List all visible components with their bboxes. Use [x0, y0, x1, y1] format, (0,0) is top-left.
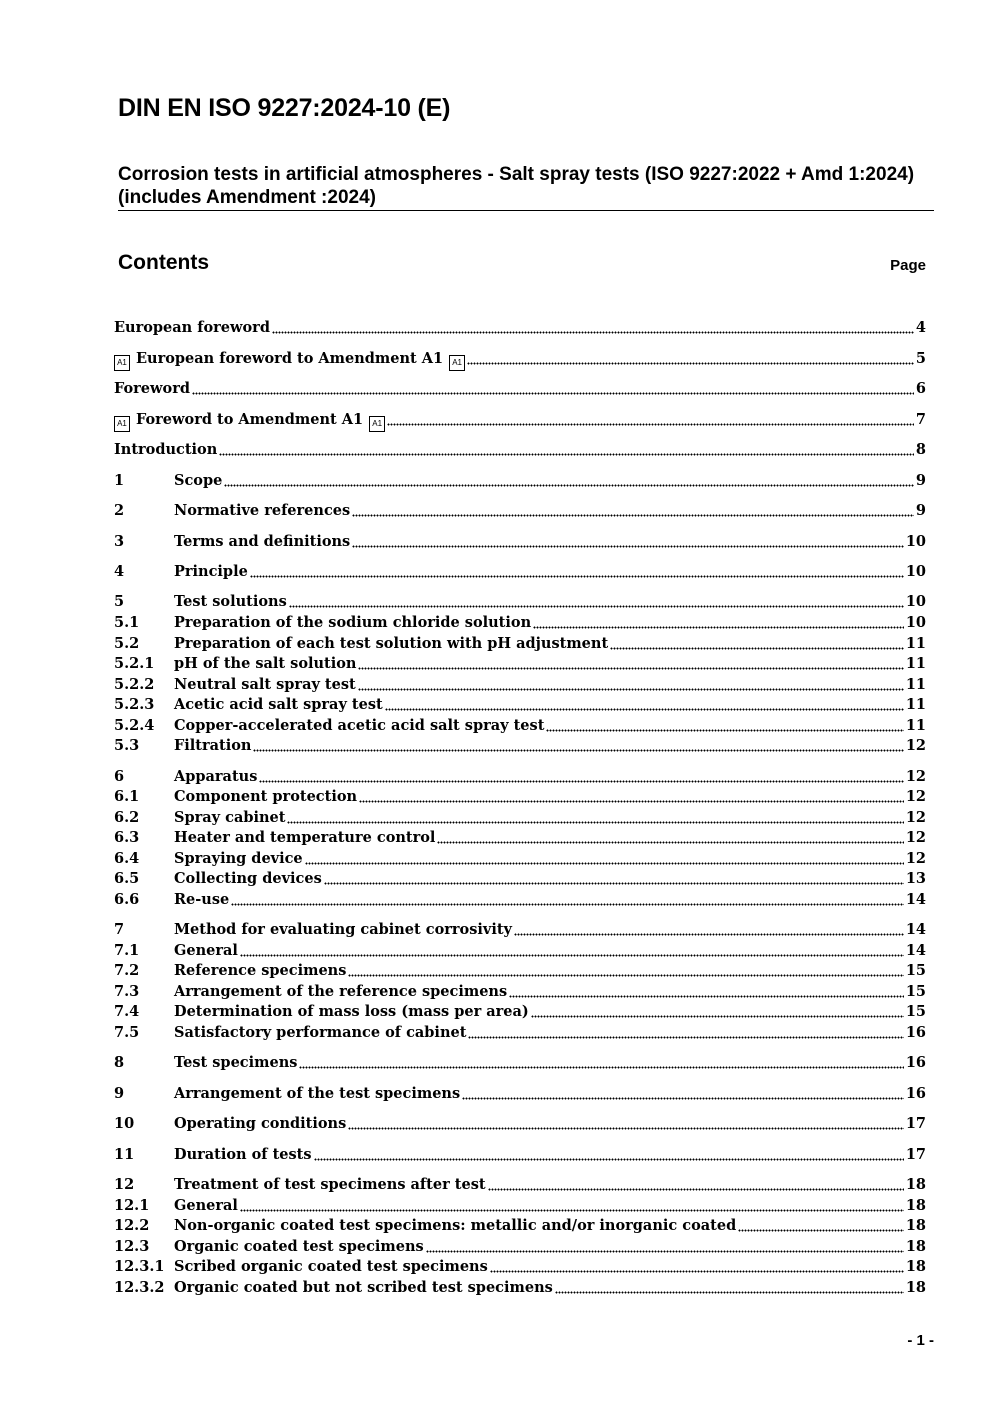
- toc-entry-page: 10: [905, 593, 926, 610]
- toc-entry-page: 18: [905, 1238, 926, 1255]
- toc-entry[interactable]: [114, 1216, 926, 1236]
- toc-entry[interactable]: [114, 961, 926, 981]
- dot-leader: [348, 1127, 904, 1130]
- toc-entry-number: 6.2: [114, 809, 140, 826]
- toc-entry-number: 7: [114, 921, 125, 938]
- toc-entry-foreword[interactable]: [114, 379, 926, 399]
- toc-entry[interactable]: [114, 828, 926, 848]
- toc-entry-label: Foreword: [114, 380, 190, 397]
- toc-entry-page: 12: [905, 768, 926, 785]
- toc-entry[interactable]: [114, 1175, 926, 1195]
- toc-entry-label: Principle: [174, 563, 248, 580]
- toc-entry-label: Preparation of the sodium chloride solution: [174, 614, 532, 631]
- toc-entry-page: 11: [905, 655, 926, 672]
- dot-leader: [192, 392, 914, 395]
- toc-entry-label: Reference specimens: [174, 962, 347, 979]
- toc-entry-label: Arrangement of the test specimens: [174, 1085, 461, 1102]
- dot-leader: [240, 954, 904, 957]
- toc-entry-foreword-amendment[interactable]: [114, 410, 926, 430]
- toc-entry-number: 7.1: [114, 942, 140, 959]
- amendment-end-icon: A1: [369, 416, 385, 432]
- toc-entry-page: 13: [905, 870, 926, 887]
- dot-leader: [514, 933, 904, 936]
- toc-entry-label: Test specimens: [174, 1054, 298, 1071]
- toc-entry-number: 7.2: [114, 962, 140, 979]
- toc-entry-label: Normative references: [174, 502, 351, 519]
- toc-entry[interactable]: [114, 849, 926, 869]
- toc-entry-number: 4: [114, 563, 125, 580]
- toc-entry-number: 1: [114, 472, 125, 489]
- toc-entry-number: 10: [114, 1115, 135, 1132]
- toc-entry[interactable]: [114, 1023, 926, 1043]
- dot-leader: [490, 1270, 904, 1273]
- toc-entry-page: 11: [905, 717, 926, 734]
- dot-leader: [533, 626, 904, 629]
- toc-entry-label: Component protection: [174, 788, 358, 805]
- toc-entry-label: Copper-accelerated acetic acid salt spray test: [174, 717, 545, 734]
- toc-entry-page: 15: [905, 1003, 926, 1020]
- toc-entry[interactable]: [114, 869, 926, 889]
- toc-entry-page: 18: [905, 1258, 926, 1275]
- toc-entry[interactable]: [114, 1196, 926, 1216]
- toc-entry-label: A1 European foreword to Amendment A1 A1: [114, 349, 465, 371]
- dot-leader: [253, 749, 903, 752]
- toc-entry-page: 7: [915, 411, 926, 428]
- dot-leader: [467, 362, 914, 365]
- toc-entry-page: 10: [905, 533, 926, 550]
- toc-entry-page: 18: [905, 1217, 926, 1234]
- dot-leader: [324, 882, 904, 885]
- toc-entry-label: Duration of tests: [174, 1146, 312, 1163]
- toc-entry-page: 12: [905, 809, 926, 826]
- toc-entry[interactable]: [114, 1002, 926, 1022]
- toc-entry-label: Filtration: [174, 737, 252, 754]
- dot-leader: [359, 800, 904, 803]
- dot-leader: [462, 1097, 904, 1100]
- dot-leader: [314, 1158, 904, 1161]
- toc-entry[interactable]: [114, 1278, 926, 1298]
- toc-entry-page: 4: [915, 319, 926, 336]
- toc-entry[interactable]: [114, 471, 926, 491]
- dot-leader: [231, 903, 904, 906]
- toc-entry-number: 5.2: [114, 635, 140, 652]
- toc-entry-page: 9: [915, 472, 926, 489]
- toc-entry-page: 14: [905, 942, 926, 959]
- dot-leader: [348, 974, 903, 977]
- dot-leader: [488, 1188, 904, 1191]
- toc-entry-label: Re-use: [174, 891, 230, 908]
- toc-entry-number: 5.2.1: [114, 655, 155, 672]
- toc-entry-number: 6.3: [114, 829, 140, 846]
- toc-entry-number: 5.2.3: [114, 696, 155, 713]
- toc-entry-label: Spray cabinet: [174, 809, 286, 826]
- toc-entry-label: General: [174, 1197, 238, 1214]
- toc-entry-label: Scribed organic coated test specimens: [174, 1258, 488, 1275]
- toc-entry-page: 10: [905, 563, 926, 580]
- toc-entry-page: 16: [905, 1054, 926, 1071]
- toc-entry-label: Non-organic coated test specimens: metallic and/or inorganic coated: [174, 1217, 737, 1234]
- toc-entry[interactable]: [114, 562, 926, 582]
- dot-leader: [352, 514, 914, 517]
- dot-leader: [289, 605, 904, 608]
- amendment-end-icon: A1: [449, 355, 465, 371]
- toc-entry[interactable]: [114, 890, 926, 910]
- toc-entry-label: pH of the salt solution: [174, 655, 357, 672]
- toc-entry[interactable]: [114, 1084, 926, 1104]
- page-footer: - 1 -: [907, 1332, 934, 1349]
- toc-entry-label: Arrangement of the reference specimens: [174, 983, 508, 1000]
- dot-leader: [358, 688, 904, 691]
- toc-entry-label: General: [174, 942, 238, 959]
- dot-leader: [437, 841, 903, 844]
- amendment-start-icon: A1: [114, 416, 130, 432]
- toc-entry[interactable]: [114, 920, 926, 940]
- toc-entry[interactable]: [114, 532, 926, 552]
- toc-entry[interactable]: [114, 1257, 926, 1277]
- toc-entry-label: Operating conditions: [174, 1115, 347, 1132]
- toc-entry[interactable]: [114, 787, 926, 807]
- toc-entry[interactable]: [114, 675, 926, 695]
- dot-leader: [299, 1066, 903, 1069]
- toc-entry-label: Preparation of each test solution with pH adjustment: [174, 635, 609, 652]
- amendment-start-icon: A1: [114, 355, 130, 371]
- dot-leader: [287, 821, 903, 824]
- dot-leader: [305, 862, 904, 865]
- toc-entry-number: 12.3: [114, 1238, 150, 1255]
- toc-entry[interactable]: [114, 716, 926, 736]
- toc-entry-label: Scope: [174, 472, 223, 489]
- toc-entry-number: 2: [114, 502, 125, 519]
- document-id: DIN EN ISO 9227:2024-10 (E): [118, 94, 451, 122]
- toc-entry-label: Organic coated but not scribed test specimens: [174, 1279, 553, 1296]
- toc-entry-number: 12.1: [114, 1197, 150, 1214]
- dot-leader: [272, 331, 914, 334]
- toc-entry[interactable]: [114, 1114, 926, 1134]
- toc-entry-page: 18: [905, 1279, 926, 1296]
- toc-entry[interactable]: [114, 982, 926, 1002]
- toc-entry-label: Test solutions: [174, 593, 287, 610]
- toc-entry-page: 15: [905, 962, 926, 979]
- toc-entry-label: Terms and definitions: [174, 533, 351, 550]
- toc-entry[interactable]: [114, 592, 926, 612]
- page-column-label: Page: [890, 257, 926, 274]
- toc-entry-page: 12: [905, 850, 926, 867]
- toc-entry-page: 5: [915, 350, 926, 367]
- toc-entry[interactable]: [114, 1145, 926, 1165]
- toc-entry[interactable]: [114, 1237, 926, 1257]
- toc-entry-introduction[interactable]: [114, 440, 926, 460]
- dot-leader: [426, 1250, 904, 1253]
- toc-entry-page: 11: [905, 635, 926, 652]
- toc-entry-number: 6.5: [114, 870, 140, 887]
- toc-entry-page: 6: [915, 380, 926, 397]
- toc-entry[interactable]: [114, 767, 926, 787]
- toc-entry-label: Neutral salt spray test: [174, 676, 356, 693]
- title-rule: [118, 210, 934, 211]
- toc-entry-page: 11: [905, 676, 926, 693]
- toc-entry-page: 15: [905, 983, 926, 1000]
- dot-leader: [546, 729, 903, 732]
- dot-leader: [610, 647, 904, 650]
- toc-entry-label: Organic coated test specimens: [174, 1238, 424, 1255]
- toc-entry-number: 6.4: [114, 850, 140, 867]
- toc-entry[interactable]: [114, 634, 926, 654]
- toc-entry-number: 12.3.1: [114, 1258, 165, 1275]
- toc-entry-european-foreword[interactable]: [114, 318, 926, 338]
- toc-entry-number: 6: [114, 768, 125, 785]
- toc-entry-number: 5.2.4: [114, 717, 155, 734]
- toc-entry[interactable]: [114, 941, 926, 961]
- dot-leader: [219, 453, 914, 456]
- toc-entry-number: 3: [114, 533, 125, 550]
- toc-entry-european-foreword-amendment[interactable]: [114, 349, 926, 369]
- toc-entry-number: 11: [114, 1146, 135, 1163]
- toc-entry-label: Apparatus: [174, 768, 258, 785]
- toc-entry-page: 10: [905, 614, 926, 631]
- toc-entry-page: 16: [905, 1024, 926, 1041]
- toc-entry-page: 17: [905, 1146, 926, 1163]
- toc-entry-label: Determination of mass loss (mass per area): [174, 1003, 529, 1020]
- toc-entry[interactable]: [114, 1053, 926, 1073]
- toc-entry-label: Acetic acid salt spray test: [174, 696, 383, 713]
- toc-entry-number: 5: [114, 593, 125, 610]
- toc-entry[interactable]: [114, 695, 926, 715]
- toc-entry-page: 9: [915, 502, 926, 519]
- dot-leader: [509, 995, 904, 998]
- toc-entry-page: 14: [905, 891, 926, 908]
- toc-entry[interactable]: [114, 808, 926, 828]
- toc-entry-page: 14: [905, 921, 926, 938]
- toc-entry-label: European foreword: [114, 319, 270, 336]
- toc-entry-label: Satisfactory performance of cabinet: [174, 1024, 467, 1041]
- toc-entry-number: 12.2: [114, 1217, 150, 1234]
- toc-entry-number: 5.1: [114, 614, 140, 631]
- toc-entry-number: 5.3: [114, 737, 140, 754]
- toc-entry-label: Collecting devices: [174, 870, 322, 887]
- toc-entry-label: Introduction: [114, 441, 218, 458]
- dot-leader: [385, 708, 904, 711]
- toc-entry-label: Method for evaluating cabinet corrosivity: [174, 921, 512, 938]
- contents-heading: Contents: [118, 251, 209, 274]
- toc-entry[interactable]: [114, 654, 926, 674]
- document-title: Corrosion tests in artificial atmospheres - Salt spray tests (ISO 9227:2022 + Amd 1:2024) (includes Amendment :2024): [118, 164, 915, 208]
- dot-leader: [468, 1036, 903, 1039]
- toc-entry-label: Spraying device: [174, 850, 303, 867]
- toc-entry-page: 11: [905, 696, 926, 713]
- toc-entry-page: 17: [905, 1115, 926, 1132]
- toc-entry-label: Treatment of test specimens after test: [174, 1176, 486, 1193]
- dot-leader: [387, 423, 914, 426]
- toc-entry[interactable]: [114, 736, 926, 756]
- toc-entry-label: Heater and temperature control: [174, 829, 436, 846]
- toc-entry[interactable]: [114, 613, 926, 633]
- toc-entry-number: 12: [114, 1176, 135, 1193]
- toc-entry-number: 8: [114, 1054, 125, 1071]
- toc-entry-page: 16: [905, 1085, 926, 1102]
- dot-leader: [240, 1209, 904, 1212]
- toc-entry-number: 5.2.2: [114, 676, 155, 693]
- toc-entry-number: 6.6: [114, 891, 140, 908]
- toc-entry-page: 18: [905, 1176, 926, 1193]
- dot-leader: [259, 780, 903, 783]
- dot-leader: [358, 667, 903, 670]
- toc-entry-page: 12: [905, 737, 926, 754]
- toc-entry-number: 7.5: [114, 1024, 140, 1041]
- dot-leader: [555, 1291, 904, 1294]
- toc-entry-page: 12: [905, 829, 926, 846]
- toc-entry[interactable]: [114, 501, 926, 521]
- dot-leader: [250, 575, 904, 578]
- toc-entry-page: 18: [905, 1197, 926, 1214]
- toc-entry-number: 6.1: [114, 788, 140, 805]
- dot-leader: [224, 484, 914, 487]
- toc-entry-page: 12: [905, 788, 926, 805]
- toc-entry-number: 7.3: [114, 983, 140, 1000]
- toc-entry-number: 7.4: [114, 1003, 140, 1020]
- dot-leader: [738, 1229, 904, 1232]
- toc-entry-number: 12.3.2: [114, 1279, 165, 1296]
- toc-entry-page: 8: [915, 441, 926, 458]
- toc-entry-number: 9: [114, 1085, 125, 1102]
- dot-leader: [352, 545, 904, 548]
- dot-leader: [531, 1015, 904, 1018]
- toc-entry-label: A1 Foreword to Amendment A1 A1: [114, 410, 385, 432]
